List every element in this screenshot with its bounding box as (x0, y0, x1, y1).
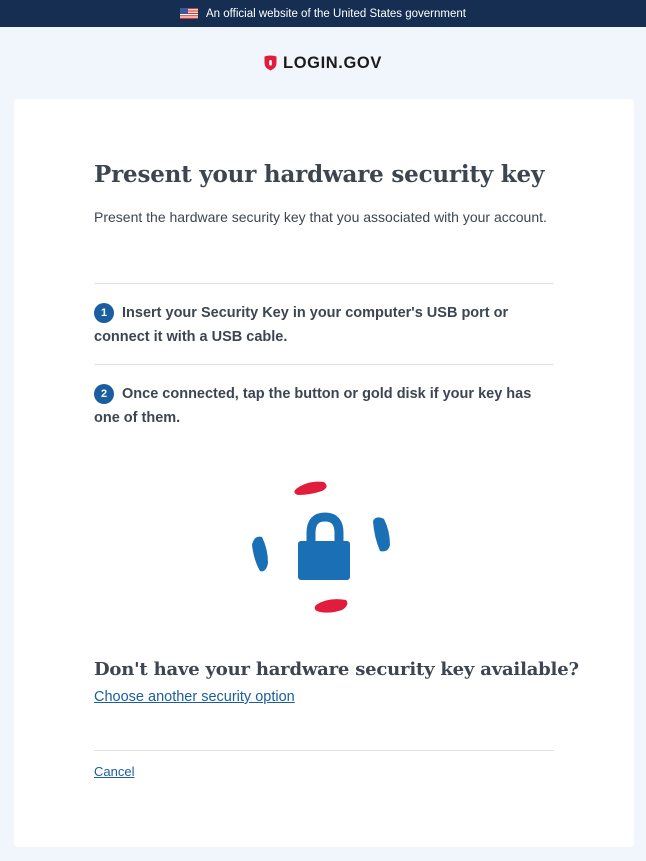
divider (94, 750, 554, 751)
step-number-badge: 2 (94, 384, 114, 404)
step-2 (94, 382, 554, 430)
cancel-link[interactable]: Cancel (94, 764, 135, 779)
choose-another-option-link[interactable]: Choose another security option (94, 689, 295, 705)
gov-banner (0, 0, 646, 27)
lock-icon (250, 473, 400, 623)
divider (94, 283, 554, 284)
divider (94, 364, 554, 365)
shield-icon (264, 55, 277, 71)
intro-text: Present the hardware security key that you associated with your account. (94, 209, 547, 225)
header (0, 27, 646, 99)
alternative-heading: Don't have your hardware security key available? (94, 659, 579, 680)
page-title: Present your hardware security key (94, 161, 545, 188)
step-number-badge: 1 (94, 303, 114, 323)
main-card (14, 99, 634, 847)
step-2-text: Once connected, tap the button or gold disk if your key has one of them. (94, 386, 532, 426)
logo-text: LOGIN.GOV (283, 53, 382, 72)
step-1 (94, 301, 554, 349)
us-flag-icon (180, 8, 198, 19)
login-gov-logo[interactable] (264, 54, 382, 73)
gov-banner-text: An official website of the United States government (206, 7, 466, 20)
step-1-text: Insert your Security Key in your computer's USB port or connect it with a USB cable. (94, 305, 509, 345)
